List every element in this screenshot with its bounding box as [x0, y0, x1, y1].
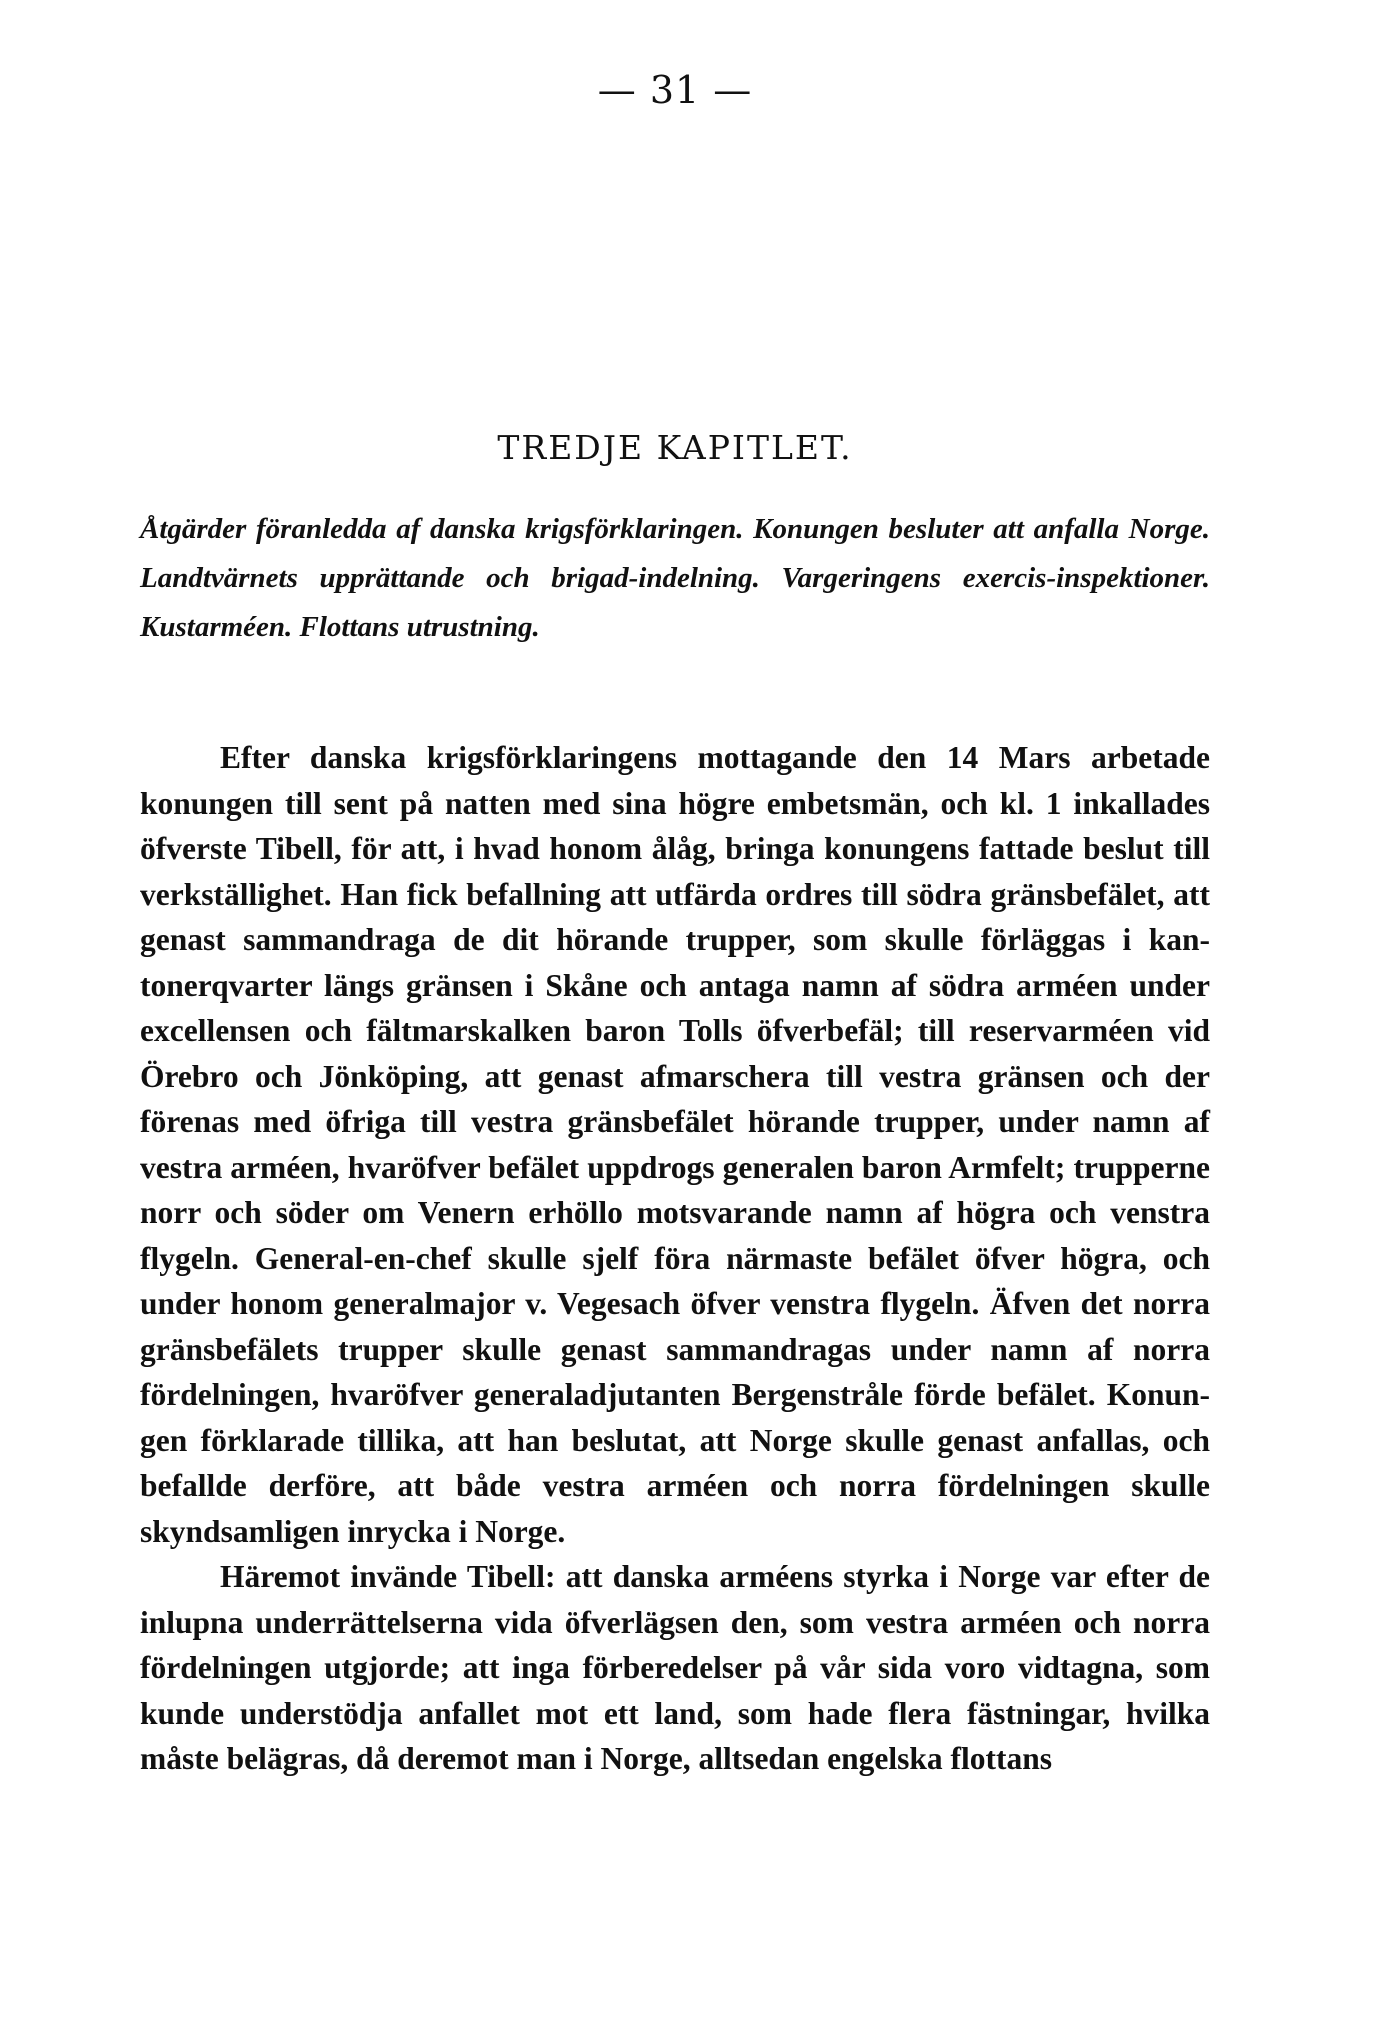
- document-page: [140, 0, 1210, 2036]
- paragraph: Häremot invände Tibell: att danska arméens styrka i Norge var efter de inlupna underrättelserna vida öfverlägsen den, som vestra arméen och norra fördelningen utgjorde; att inga förberedelser på vår sida voro vidtagna, som kunde understödja anfallet mot ett land, som hade flera fästningar, hvilka måste belägras, då deremot man i Norge, alltsedan engelska flottans: [140, 1559, 1210, 1776]
- body-text: [140, 735, 1210, 1782]
- chapter-title: TREDJE KAPITLET.: [497, 428, 853, 467]
- page-number: — 31 —: [597, 68, 753, 112]
- chapter-summary: Åtgärder föranledda af danska krigsförklaringen. Konungen besluter att anfalla Norge. Landtvärnets upprättande och brigad-indelning. Vargeringens exercis-inspektioner. Kustarméen. Flottans utrustning.: [140, 513, 1210, 643]
- paragraph: Efter danska krigsförklaringens mottagande den 14 Mars arbetade konungen till sent på natten med sina högre embetsmän, och kl. 1 inkallades öfverste Tibell, för att, i hvad honom ålåg, bringa konungens fattade beslut till verkställighet. Han fick befallning att utfärda ordres till södra gränsbefälet, att genast sammandraga de dit hörande trupper, som skulle förläggas i kantonerqvarter längs gränsen i Skåne och antaga namn af södra arméen under excellensen och fältmarskalken baron Tolls öfverbefäl; till reservarméen vid Örebro och Jönköping, att genast afmarschera till vestra gränsen och der förenas med öfriga till vestra gränsbefälet hörande trupper, under namn af vestra arméen, hvaröfver befälet uppdrogs generalen baron Armfelt; trupperne norr och söder om Venern erhöllo motsvarande namn af högra och venstra flygeln. General-en-chef skulle sjelf föra närmaste befälet öfver högra, och under honom generalmajor v. Vegesach öfver venstra flygeln. Äfven det norra gränsbefälets trupper skulle genast sammandragas under namn af norra fördelningen, hvaröfver generaladjutanten Bergenstråle förde befälet. Konungen förklarade tillika, att han beslutat, att Norge skulle genast anfallas, och befallde derföre, att både vestra arméen och norra fördelningen skulle skyndsamligen inrycka i Norge.: [140, 740, 1210, 1549]
